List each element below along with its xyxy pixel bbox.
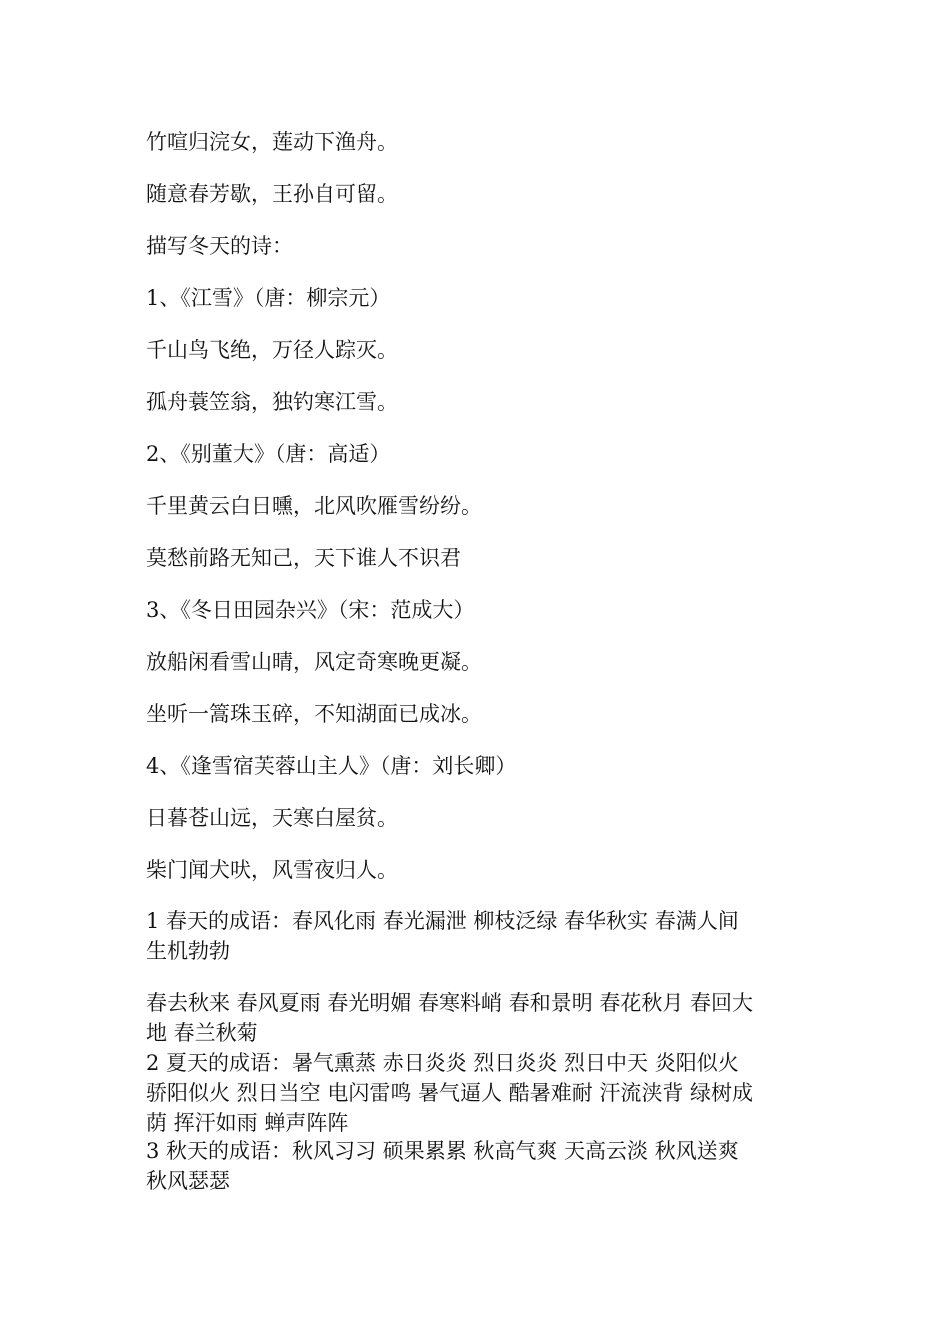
poem-title: 2、《别董大》（唐：高适）	[146, 442, 391, 466]
idiom-line: 荫 挥汗如雨 蝉声阵阵	[146, 1111, 349, 1135]
idiom-line: 生机勃勃	[146, 939, 230, 963]
spring-idioms-paragraph	[146, 906, 806, 966]
idiom-line: 秋风瑟瑟	[146, 1169, 230, 1193]
poem-line: 千山鸟飞绝，万径人踪灭。	[146, 338, 398, 362]
idiom-line: 2 夏天的成语：暑气熏蒸 赤日炎炎 烈日炎炎 烈日中天 炎阳似火	[146, 1051, 739, 1075]
poem-title: 1、《江雪》（唐：柳宗元）	[146, 286, 391, 310]
poem-line: 孤舟蓑笠翁，独钓寒江雪。	[146, 390, 398, 414]
poem-line: 随意春芳歇，王孙自可留。	[146, 182, 398, 206]
poem-title: 4、《逢雪宿芙蓉山主人》（唐：刘长卿）	[146, 754, 517, 778]
poem-title: 3、《冬日田园杂兴》（宋：范成大）	[146, 598, 475, 622]
poem-line: 日暮苍山远，天寒白屋贫。	[146, 806, 398, 830]
summer-idioms-paragraph	[146, 1048, 806, 1138]
idiom-line: 3 秋天的成语：秋风习习 硕果累累 秋高气爽 天高云淡 秋风送爽	[146, 1139, 739, 1163]
idiom-line: 春去秋来 春风夏雨 春光明媚 春寒料峭 春和景明 春花秋月 春回大	[146, 991, 754, 1015]
idiom-line: 地 春兰秋菊	[146, 1021, 258, 1045]
idiom-line: 1 春天的成语：春风化雨 春光漏泄 柳枝泛绿 春华秋实 春满人间	[146, 909, 739, 933]
poem-line: 坐听一篙珠玉碎，不知湖面已成冰。	[146, 702, 482, 726]
poem-line: 莫愁前路无知己，天下谁人不识君	[146, 546, 461, 570]
poem-line: 竹喧归浣女，莲动下渔舟。	[146, 130, 398, 154]
poem-line: 千里黄云白日曛，北风吹雁雪纷纷。	[146, 494, 482, 518]
autumn-idioms-paragraph	[146, 1136, 806, 1196]
section-heading-winter-poems: 描写冬天的诗：	[146, 234, 293, 258]
spring-more-idioms-paragraph	[146, 988, 806, 1048]
idiom-line: 骄阳似火 烈日当空 电闪雷鸣 暑气逼人 酷暑难耐 汗流浃背 绿树成	[146, 1081, 754, 1105]
poem-line: 放船闲看雪山晴，风定奇寒晚更凝。	[146, 650, 482, 674]
poem-line: 柴门闻犬吠，风雪夜归人。	[146, 858, 398, 882]
